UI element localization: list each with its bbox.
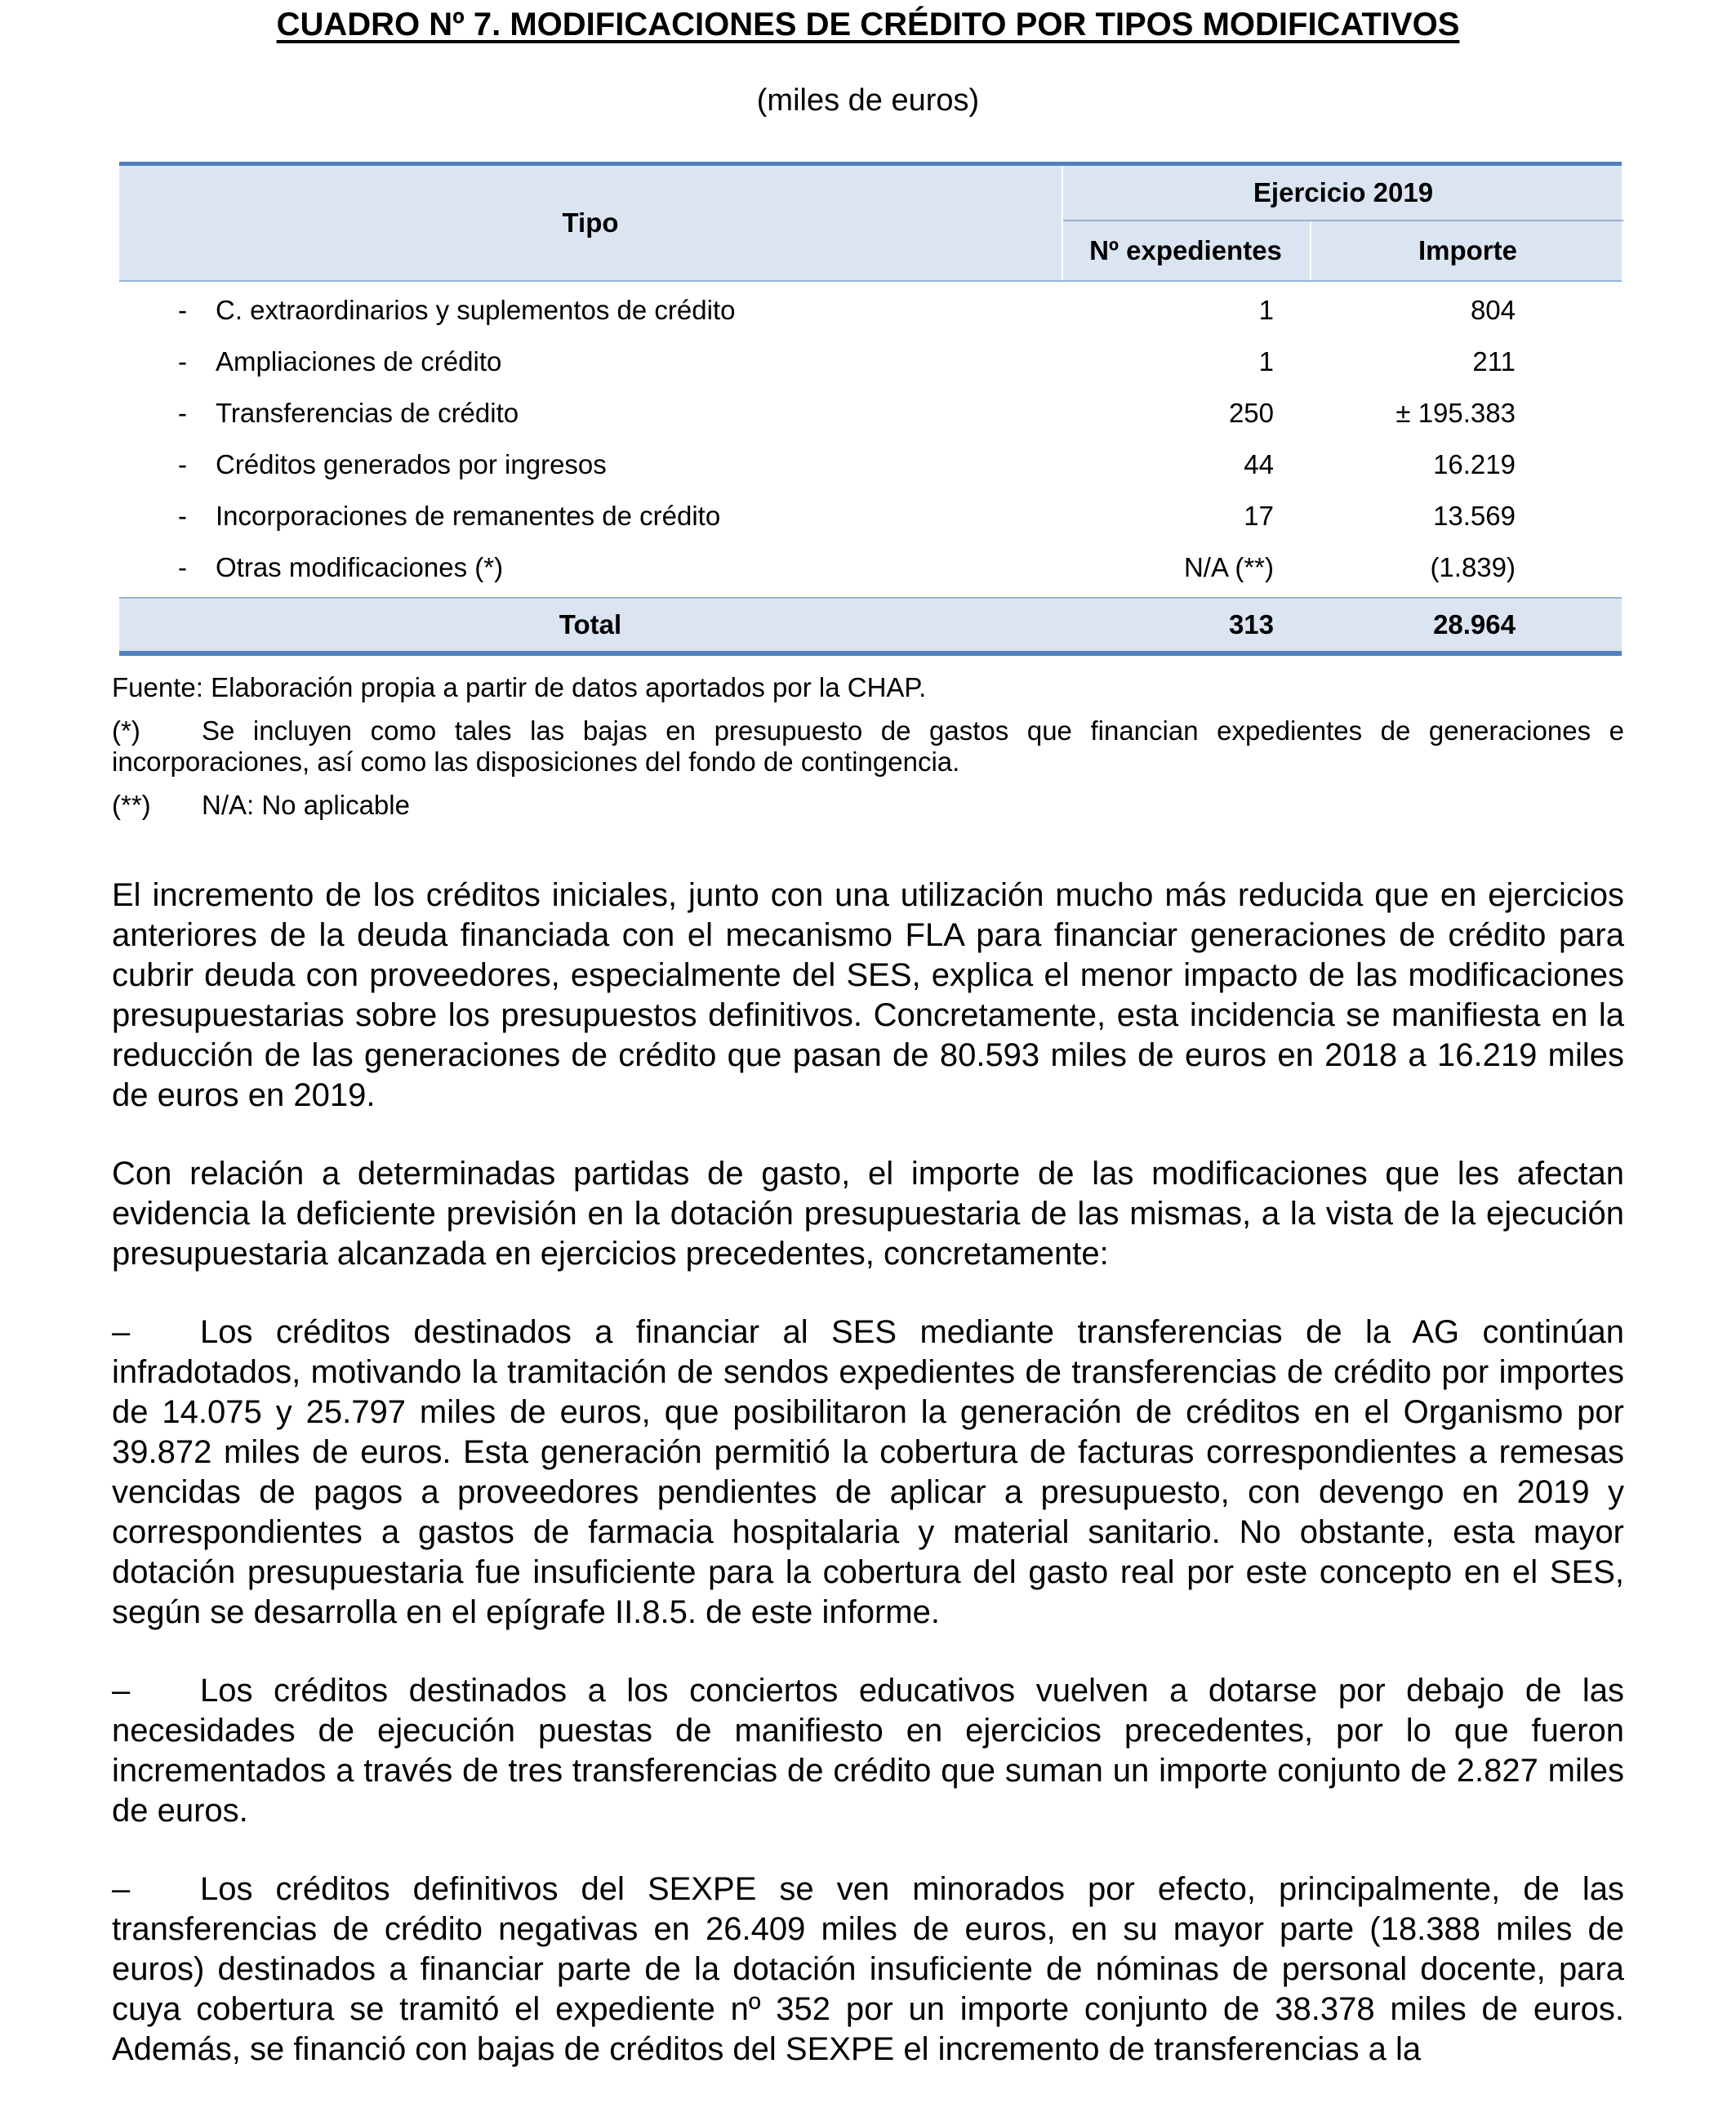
modifications-table bbox=[119, 162, 1622, 656]
source-note: Fuente: Elaboración propia a partir de datos aportados por la CHAP. bbox=[112, 672, 927, 702]
table-header bbox=[119, 162, 1622, 282]
row-expedientes: 17 bbox=[1244, 501, 1274, 531]
table-row bbox=[119, 491, 1622, 542]
table-subtitle: (miles de euros) bbox=[756, 83, 980, 118]
bullet-dash-icon: – bbox=[112, 1871, 131, 1907]
bullet-text-1: Los créditos destinados a financiar al SES mediante transferencias de la AG continúan infradotados, motivando la tramitación de sendos expedientes de transferencias de crédito por importes de 14.075 y 25.797 miles de euros, que posibilitaron la generación de créditos en el Organismo por 39.872 miles de euros. Esta generación permitió la cobertura de facturas correspondientes a remesas vencidas de pagos a proveedores pendientes de aplicar a presupuesto, con devengo en 2019 y correspondientes a gastos de farmacia hospitalaria y material sanitario. No obstante, esta mayor dotación presupuestaria fue insuficiente para la cobertura del gasto real por este concepto en el SES, según se desarrolla en el epígrafe II.8.5. de este informe. bbox=[112, 1314, 1624, 1630]
table-total-row bbox=[119, 597, 1622, 656]
total-expedientes: 313 bbox=[1228, 609, 1274, 640]
footnote-2 bbox=[112, 789, 1624, 822]
row-importe: 804 bbox=[1470, 295, 1516, 325]
bullet-text-2: Los créditos destinados a los conciertos educativos vuelven a dotarse por debajo de las necesidades de ejecución puestas de manifiesto en ejercicios precedentes, por lo que fueron incrementados a través de tres transferencias de crédito que suman un importe conjunto de 2.827 miles de euros. bbox=[112, 1673, 1624, 1829]
row-expedientes: 250 bbox=[1228, 398, 1274, 428]
bullet-item-2 bbox=[112, 1671, 1624, 1831]
bullet-text-3: Los créditos definitivos del SEXPE se ven minorados por efecto, principalmente, de las transferencias de crédito negativas en 26.409 miles de euros, en su mayor parte (18.388 miles de euros) destinados a financiar parte de la dotación insuficiente de nóminas de personal docente, para cuya cobertura se tramitó el expediente nº 352 por un importe conjunto de 38.378 miles de euros. Además, se financió con bajas de créditos del SEXPE el incremento de transferencias a la bbox=[112, 1871, 1624, 2067]
row-label: Otras modificaciones (*) bbox=[216, 552, 504, 582]
row-dash: - bbox=[178, 346, 187, 377]
table-notes bbox=[112, 671, 1624, 833]
header-tipo: Tipo bbox=[562, 207, 619, 238]
footnote-1-mark: (*) bbox=[112, 715, 140, 746]
row-dash: - bbox=[178, 295, 187, 325]
row-label: Incorporaciones de remanentes de crédito bbox=[216, 501, 721, 531]
bullet-dash-icon: – bbox=[112, 1673, 131, 1709]
footnote-1-text: Se incluyen como tales las bajas en presupuesto de gastos que financian expedientes de generaciones e incorporaciones, así como las disposiciones del fondo de contingencia. bbox=[112, 715, 1624, 777]
table-title: CUADRO Nº 7. MODIFICACIONES DE CRÉDITO POR TIPOS MODIFICATIVOS bbox=[276, 7, 1460, 42]
row-label: C. extraordinarios y suplementos de crédito bbox=[216, 295, 736, 325]
header-expedientes: Nº expedientes bbox=[1089, 235, 1282, 265]
row-importe: 16.219 bbox=[1433, 449, 1516, 479]
row-label: Ampliaciones de crédito bbox=[216, 346, 502, 377]
table-row bbox=[119, 336, 1622, 388]
header-importe: Importe bbox=[1310, 221, 1623, 280]
row-dash: - bbox=[178, 552, 187, 582]
row-expedientes: 44 bbox=[1244, 449, 1274, 479]
paragraph-2: Con relación a determinadas partidas de gasto, el importe de las modificaciones que les afectan evidencia la deficiente previsión en la dotación presupuestaria de las mismas, a la vista de la ejecución presupuestaria alcanzada en ejercicios precedentes, concretamente: bbox=[112, 1156, 1624, 1272]
row-importe: 13.569 bbox=[1433, 501, 1516, 531]
table-row bbox=[119, 388, 1622, 439]
paragraph-1: El incremento de los créditos iniciales, junto con una utilización mucho más reducida que en ejercicios anteriores de la deuda financiada con el mecanismo FLA para financiar generaciones de crédito para cubrir deuda con proveedores, especialmente del SES, explica el menor impacto de las modificaciones presupuestarias sobre los presupuestos definitivos. Concretamente, esta incidencia se manifiesta en la reducción de las generaciones de crédito que pasan de 80.593 miles de euros en 2018 a 16.219 miles de euros en 2019. bbox=[112, 877, 1624, 1113]
footnote-1 bbox=[112, 715, 1624, 778]
table-row bbox=[119, 285, 1622, 336]
table-body bbox=[119, 282, 1622, 594]
header-ejercicio-group bbox=[1062, 166, 1623, 280]
row-importe: (1.839) bbox=[1430, 552, 1516, 582]
footnote-2-mark: (**) bbox=[112, 790, 151, 820]
table-row bbox=[119, 439, 1622, 491]
bullet-item-3 bbox=[112, 1870, 1624, 2070]
row-dash: - bbox=[178, 398, 187, 428]
total-importe: 28.964 bbox=[1433, 609, 1516, 640]
bullet-dash-icon: – bbox=[112, 1314, 131, 1350]
body-text bbox=[112, 876, 1624, 2108]
table-row bbox=[119, 542, 1622, 594]
bullet-item-1 bbox=[112, 1312, 1624, 1633]
row-label: Créditos generados por ingresos bbox=[216, 449, 607, 479]
row-expedientes: 1 bbox=[1258, 295, 1274, 325]
row-label: Transferencias de crédito bbox=[216, 398, 519, 428]
row-dash: - bbox=[178, 449, 187, 479]
row-dash: - bbox=[178, 501, 187, 531]
row-importe: 211 bbox=[1472, 346, 1516, 377]
row-expedientes: N/A (**) bbox=[1183, 552, 1274, 582]
row-importe: ± 195.383 bbox=[1395, 398, 1516, 428]
footnote-2-text: N/A: No aplicable bbox=[202, 790, 410, 820]
row-expedientes: 1 bbox=[1258, 346, 1274, 377]
total-label: Total bbox=[559, 609, 622, 640]
header-ejercicio: Ejercicio 2019 bbox=[1063, 166, 1623, 221]
